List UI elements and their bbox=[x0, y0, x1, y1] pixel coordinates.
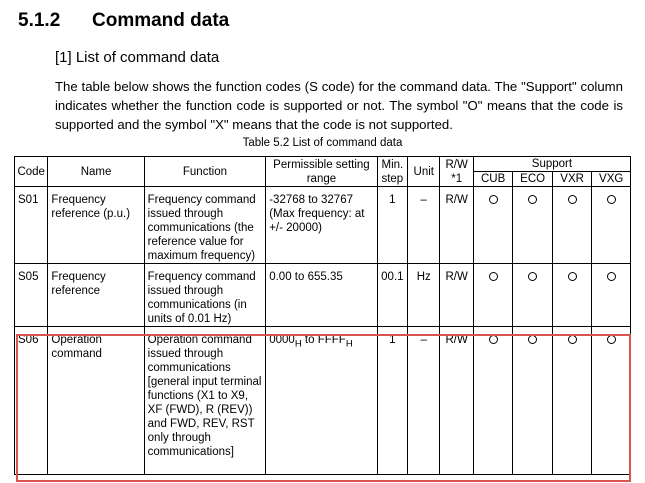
cell-support-vxr bbox=[552, 264, 592, 327]
cell-code: S05 bbox=[15, 264, 48, 327]
cell-step: 1 bbox=[377, 187, 407, 264]
header-code: Code bbox=[15, 157, 48, 187]
range-end-subscript: H bbox=[345, 338, 353, 350]
cell-name: Frequency reference (p.u.) bbox=[48, 187, 144, 264]
cell-support-eco bbox=[513, 264, 553, 327]
cell-function: Frequency command issued through communications (in units of 0.01 Hz) bbox=[144, 264, 266, 327]
section-title: Command data bbox=[92, 10, 230, 31]
cell-code: S01 bbox=[15, 187, 48, 264]
subsection-title: [1] List of command data bbox=[55, 49, 220, 66]
cell-rw: R/W bbox=[440, 187, 473, 264]
cell-support-cub bbox=[473, 327, 513, 475]
header-support-vxg: VXG bbox=[592, 172, 631, 187]
supported-circle-icon bbox=[607, 272, 616, 281]
intro-paragraph: The table below shows the function codes (S code) for the command data. The "Support" column indicates whether the function code is supported or not. The symbol "O" means that the code is supported and the symbol "X" means that the code is not supported. bbox=[55, 79, 623, 132]
header-rw: R/W *1 bbox=[440, 157, 473, 187]
cell-support-vxr bbox=[552, 327, 592, 475]
range-mid: to FFFF bbox=[301, 334, 346, 346]
table-row bbox=[15, 327, 631, 475]
cell-support-vxg bbox=[592, 264, 631, 327]
cell-support-cub bbox=[473, 187, 513, 264]
supported-circle-icon bbox=[528, 335, 537, 344]
cell-name: Operation command bbox=[48, 327, 144, 475]
table-caption: Table 5.2 List of command data bbox=[242, 137, 403, 149]
supported-circle-icon bbox=[489, 335, 498, 344]
header-function: Function bbox=[144, 157, 266, 187]
header-support-eco: ECO bbox=[513, 172, 553, 187]
section-heading bbox=[18, 10, 229, 32]
cell-support-vxg bbox=[592, 327, 631, 475]
header-name: Name bbox=[48, 157, 144, 187]
cell-range: -32768 to 32767 (Max frequency: at +/- 20000) bbox=[266, 187, 377, 264]
cell-code: S06 bbox=[15, 327, 48, 475]
supported-circle-icon bbox=[607, 195, 616, 204]
cell-step: 1 bbox=[377, 327, 407, 475]
supported-circle-icon bbox=[568, 272, 577, 281]
cell-unit: Hz bbox=[408, 264, 440, 327]
cell-unit: – bbox=[408, 327, 440, 475]
header-support-cub: CUB bbox=[473, 172, 513, 187]
range-start-subscript: H bbox=[294, 338, 302, 350]
command-data-table bbox=[14, 156, 631, 475]
header-unit: Unit bbox=[408, 157, 440, 187]
header-support-vxr: VXR bbox=[552, 172, 592, 187]
cell-name: Frequency reference bbox=[48, 264, 144, 327]
cell-support-eco bbox=[513, 327, 553, 475]
cell-support-eco bbox=[513, 187, 553, 264]
supported-circle-icon bbox=[489, 195, 498, 204]
cell-range bbox=[266, 327, 377, 475]
table-row bbox=[15, 264, 631, 327]
cell-rw: R/W bbox=[440, 327, 473, 475]
cell-support-cub bbox=[473, 264, 513, 327]
supported-circle-icon bbox=[568, 195, 577, 204]
table-row bbox=[15, 187, 631, 264]
cell-unit: – bbox=[408, 187, 440, 264]
cell-function: Frequency command issued through communications (the reference value for maximum frequency) bbox=[144, 187, 266, 264]
cell-function: Operation command issued through communications [general input terminal functions (X1 to X9, XF (FWD), R (REV)) and FWD, REV, RST only through communications] bbox=[144, 327, 266, 475]
range-start: 0000 bbox=[269, 334, 295, 346]
cell-step: 00.1 bbox=[377, 264, 407, 327]
cell-support-vxg bbox=[592, 187, 631, 264]
header-step: Min. step bbox=[377, 157, 407, 187]
supported-circle-icon bbox=[489, 272, 498, 281]
supported-circle-icon bbox=[528, 272, 537, 281]
cell-rw: R/W bbox=[440, 264, 473, 327]
header-support: Support bbox=[473, 157, 630, 172]
supported-circle-icon bbox=[528, 195, 537, 204]
supported-circle-icon bbox=[607, 335, 616, 344]
header-range: Permissible setting range bbox=[266, 157, 377, 187]
supported-circle-icon bbox=[568, 335, 577, 344]
section-number: 5.1.2 bbox=[18, 10, 61, 31]
cell-range: 0.00 to 655.35 bbox=[266, 264, 377, 327]
cell-support-vxr bbox=[552, 187, 592, 264]
